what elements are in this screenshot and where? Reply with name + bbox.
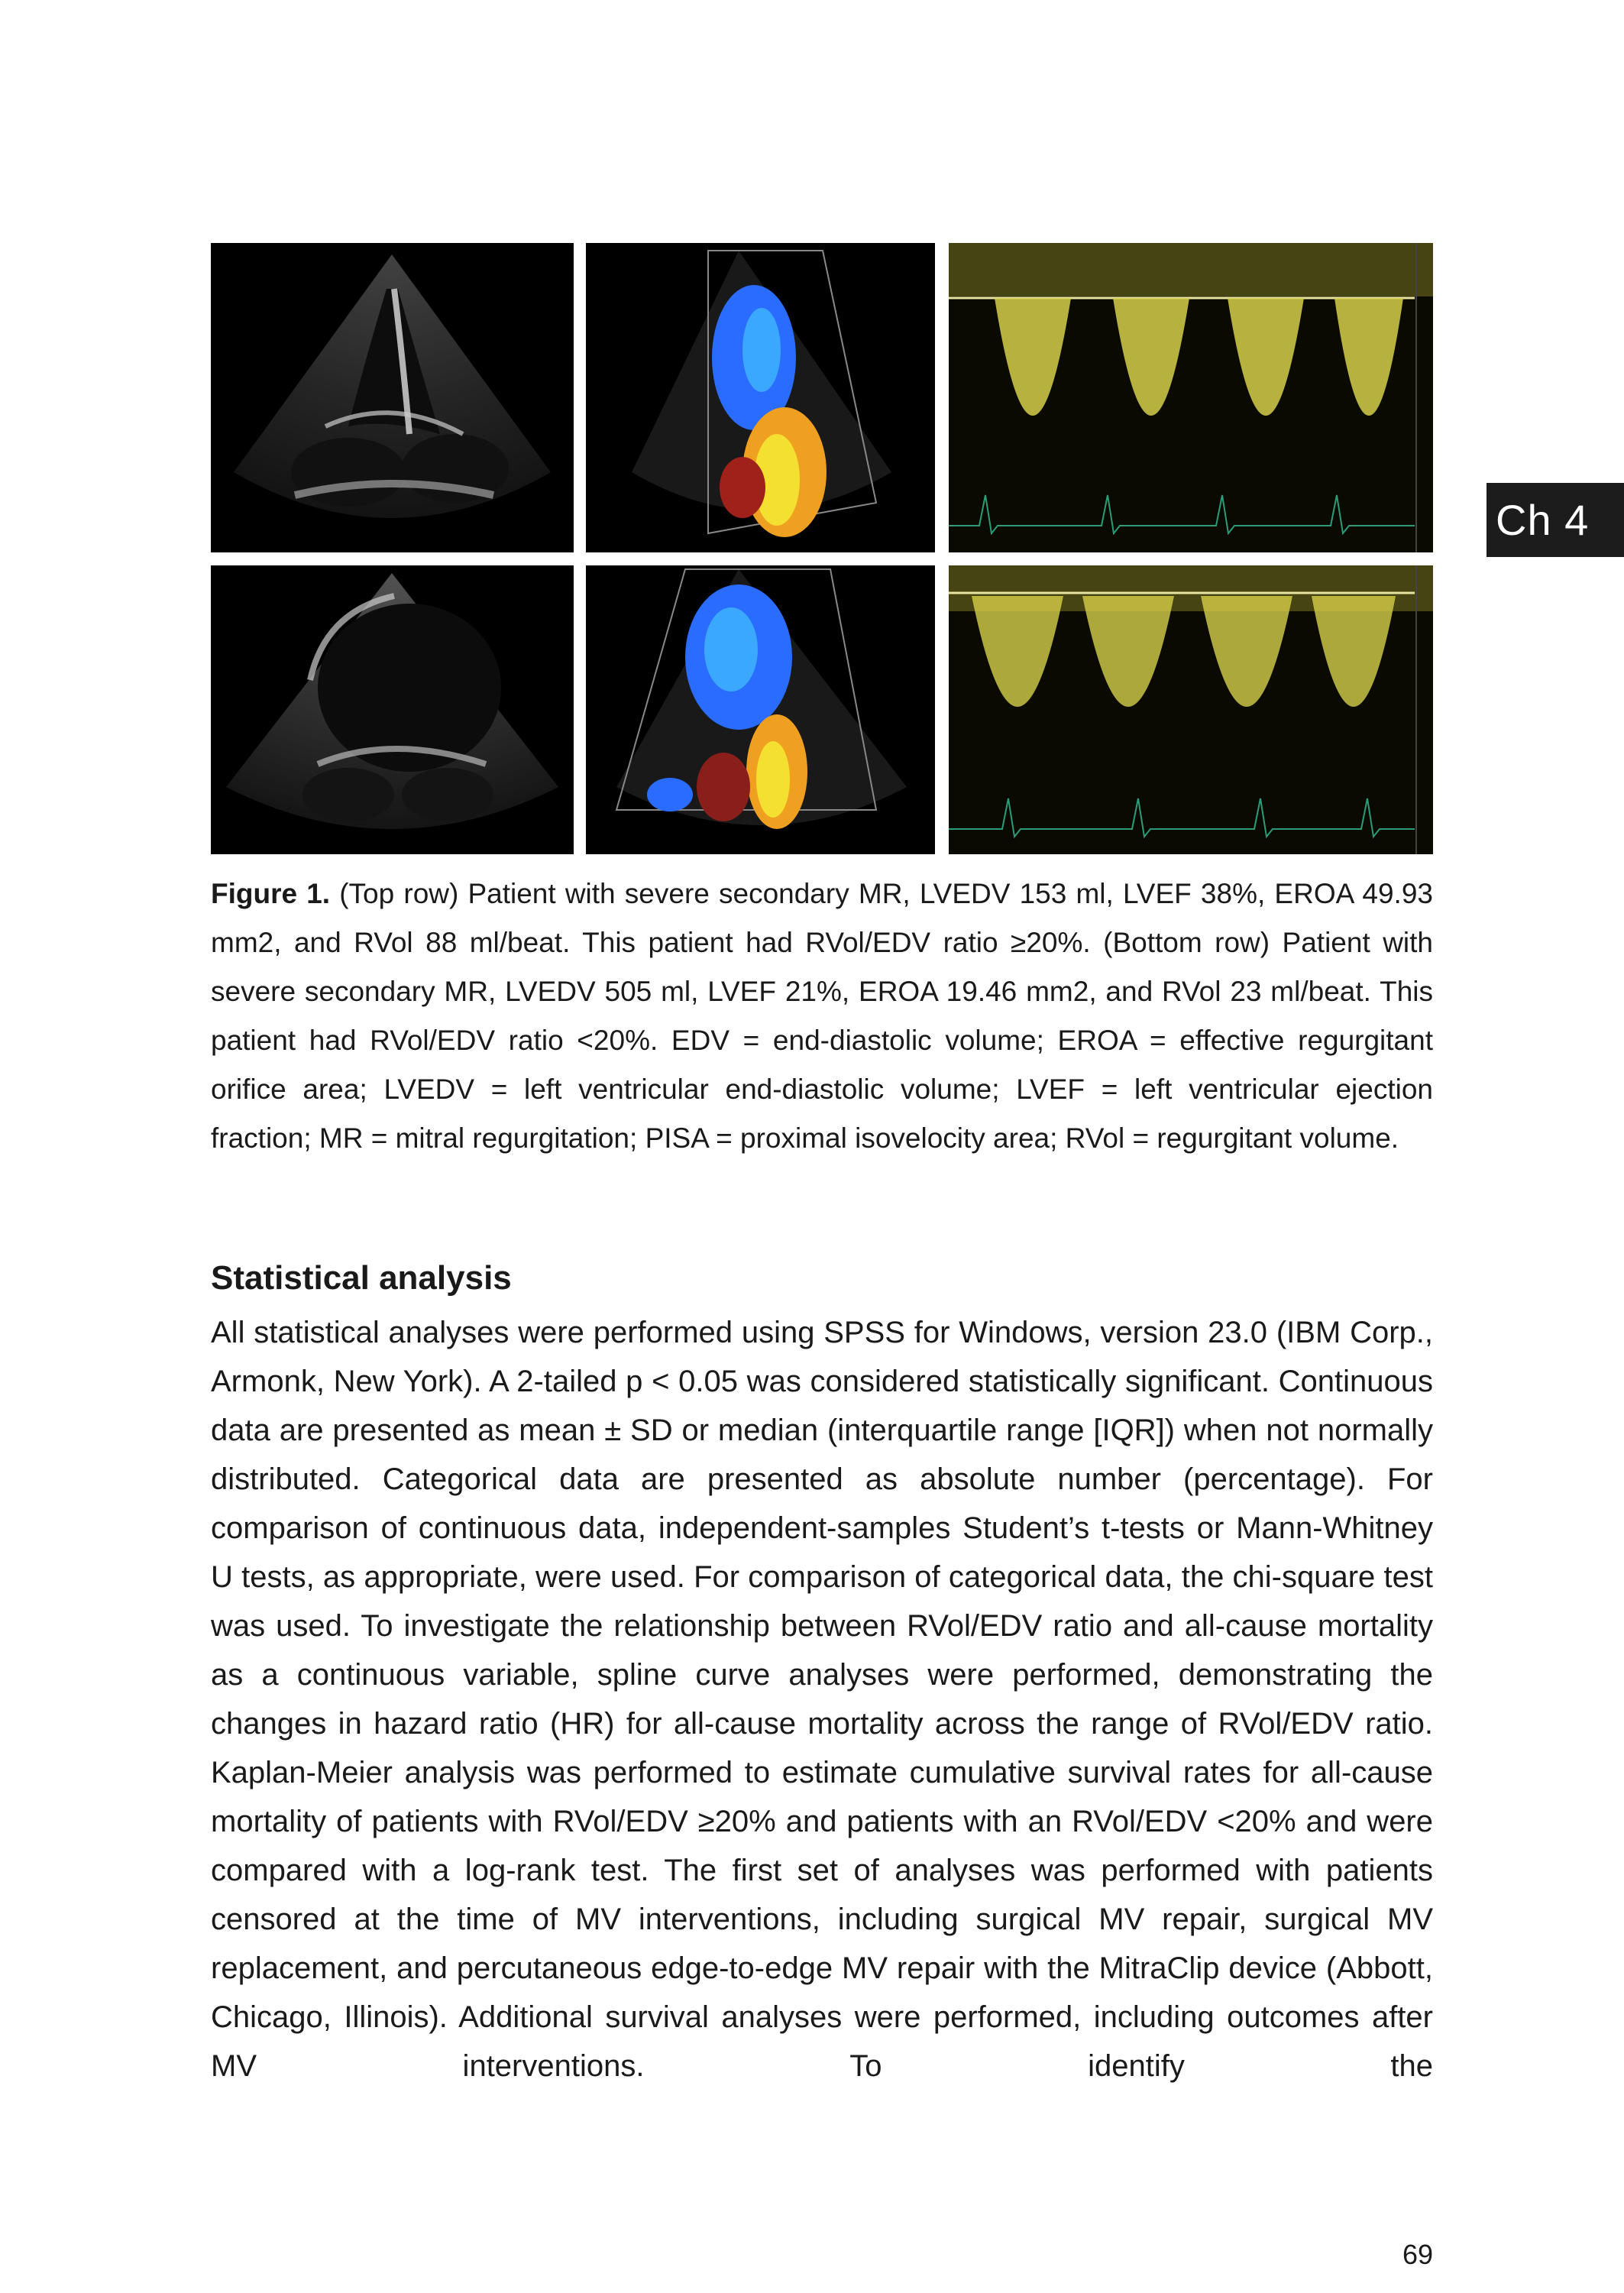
bottom-row-2d-echo-image (211, 565, 574, 854)
chapter-tab: Ch 4 (1487, 483, 1624, 557)
bottom-row-color-doppler-image (586, 565, 935, 854)
figure-1 (211, 243, 1433, 854)
section-heading: Statistical analysis (211, 1259, 512, 1297)
top-row-2d-echo-image (211, 243, 574, 552)
body-paragraph: All statistical analyses were performed using SPSS for Windows, version 23.0 (IBM Corp., Armonk, New York). A 2-tailed p < 0.05 was considered statistically significant. Continuous data are presented as mean ± SD or median (interquartile range [IQR]) when not normally distributed. Categorical data are presented as absolute number (percentage). For comparison of continuous data, independent-samples Student’s t-tests or Mann-Whitney U tests, as appropriate, were used. For comparison of categorical data, the chi-square test was used. To investigate the relationship between RVol/EDV ratio and all-cause mortality as a continuous variable, spline curve analyses were performed, demonstrating the changes in hazard ratio (HR) for all-cause mortality across the range of RVol/EDV ratio. Kaplan-Meier analysis was performed to estimate cumulative survival rates for all-cause mortality of patients with RVol/EDV ≥20% and patients with an RVol/EDV <20% and were compared with a log-rank test. The first set of analyses was performed with patients censored at the time of MV interventions, including surgical MV repair, surgical MV replacement, and percutaneous edge-to-edge MV repair with the MitraClip device (Abbott, Chicago, Illinois). Additional survival analyses were performed, including outcomes after MV interventions. To identify the (211, 1316, 1433, 2083)
figure-caption-text: (Top row) Patient with severe secondary MR, LVEDV 153 ml, LVEF 38%, EROA 49.93 mm2, and RVol 88 ml/beat. This patient had RVol/EDV ratio ≥20%. (Bottom row) Patient with severe secondary MR, LVEDV 505 ml, LVEF 21%, EROA 19.46 mm2, and RVol 23 ml/beat. This patient had RVol/EDV ratio <20%. EDV = end-diastolic volume; EROA = effective regurgitant orifice area; LVEDV = left ventricular end-diastolic volume; LVEF = left ventricular ejection fraction; MR = mitral regurgitation; PISA = proximal isovelocity area; RVol = regurgitant volume. (211, 878, 1433, 1154)
page-number: 69 (1402, 2239, 1433, 2270)
top-row-color-doppler-image (586, 243, 935, 552)
bottom-row-cw-doppler-tracing (949, 565, 1433, 854)
figure-caption (211, 870, 1433, 1163)
top-row-cw-doppler-tracing (949, 243, 1433, 552)
figure-label: Figure 1. (211, 878, 331, 909)
